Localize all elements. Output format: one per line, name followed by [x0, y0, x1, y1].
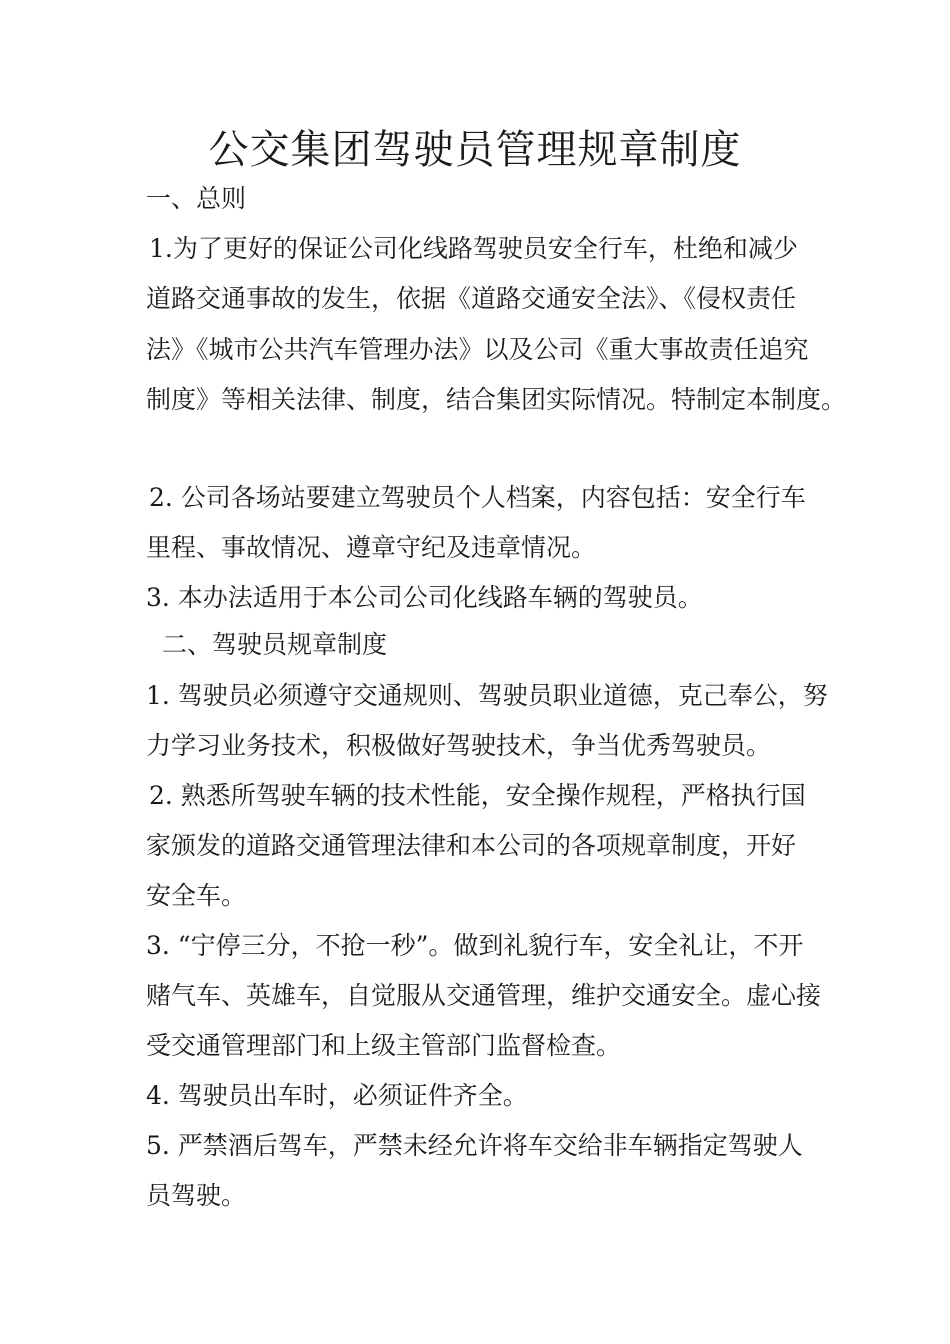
paragraph-line: 赌气车、英雄车，自觉服从交通管理，维护交通安全。虚心接: [146, 981, 822, 1010]
paragraph-line: 1.为了更好的保证公司化线路驾驶员安全行车，杜绝和减少: [149, 234, 798, 263]
section-heading-general: 一、总则: [146, 184, 247, 213]
paragraph-line: 力学习业务技术，积极做好驾驶技术，争当优秀驾驶员。: [146, 731, 772, 760]
paragraph-line: 安全车。: [146, 881, 247, 910]
paragraph-line: 法》《城市公共汽车管理办法》以及公司《重大事故责任追究: [146, 335, 809, 364]
paragraph-line: 1. 驾驶员必须遵守交通规则、驾驶员职业道德，克己奉公，努: [146, 681, 828, 710]
paragraph-line: 家颁发的道路交通管理法律和本公司的各项规章制度，开好: [146, 831, 797, 860]
paragraph-line: 3. “宁停三分，不抢一秒”。做到礼貌行车，安全礼让，不开: [146, 931, 804, 960]
document-title: 公交集团驾驶员管理规章制度: [208, 127, 742, 173]
paragraph-line: 制度》等相关法律、制度，结合集团实际情况。特制定本制度。: [146, 385, 847, 414]
paragraph-line: 2. 熟悉所驾驶车辆的技术性能，安全操作规程，严格执行国: [149, 781, 806, 810]
paragraph-line: 道路交通事故的发生，依据《道路交通安全法》、《侵权责任: [146, 284, 797, 313]
paragraph-line: 里程、事故情况、遵章守纪及违章情况。: [146, 533, 597, 562]
paragraph-line: 5. 严禁酒后驾车，严禁未经允许将车交给非车辆指定驾驶人: [146, 1131, 803, 1160]
paragraph-line: 员驾驶。: [146, 1181, 247, 1210]
paragraph-line: 4. 驾驶员出车时，必须证件齐全。: [146, 1081, 528, 1110]
paragraph-line: 3. 本办法适用于本公司公司化线路车辆的驾驶员。: [146, 583, 703, 612]
paragraph-line: 2. 公司各场站要建立驾驶员个人档案，内容包括：安全行车: [149, 483, 806, 512]
paragraph-line: 受交通管理部门和上级主管部门监督检查。: [146, 1031, 622, 1060]
section-heading-driver-rules: 二、驾驶员规章制度: [162, 630, 388, 659]
